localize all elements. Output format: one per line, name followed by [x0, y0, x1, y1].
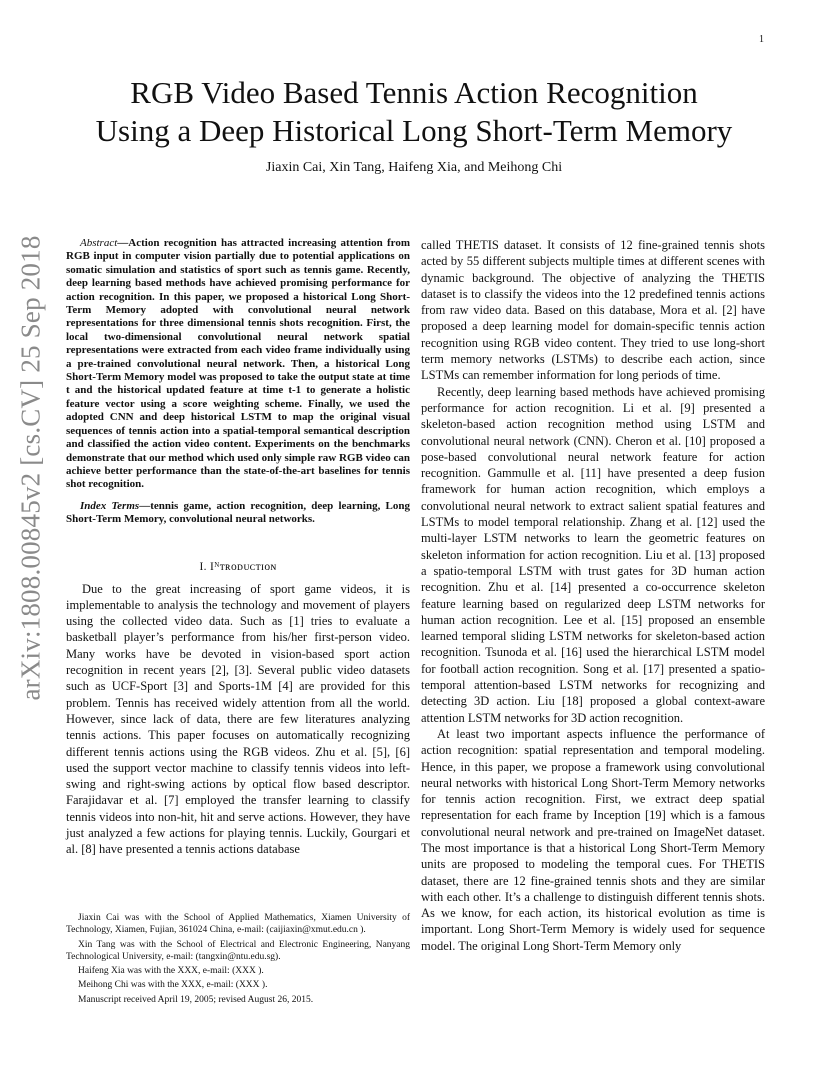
body-paragraph: Recently, deep learning based methods have achieved promising performance for action recognition. Li et al. [9] presented a skeleton-based action recognition method using LSTM and convolutional neural network (CNN). Cheron et al. [10] proposed a pose-based convolutional neural network feature for action recognition. Gammulle et al. [11] have presented a deep fusion framework for human action recognition, which employs a convolutional neural network to extract salient spatial features and LSTMs to model temporal relationship. Zhang et al. [12] used the multi-layer LSTM networks to learn the geometric features on skeleton information for action recognition. Liu et al. [13] proposed a spatio-temporal LSTM with trust gates for 3D human action recognition. Zhu et al. [14] presented a co-occurrence skeleton feature learning based on regularized deep LSTM networks for human action recognition. Lee et al. [15] proposed an ensemble learned temporal sliding LSTM networks for skeleton-based action recognition. Tsunoda et al. [16] used the hierarchical LSTM model for football action recognition. Song et al. [17] presented a spatio-temporal attention-based LSTM networks for recognizing and detecting 3D action. Liu [18] proposed a global context-aware attention LSTM networks for 3D action recognition.	[421, 384, 765, 725]
page-number: 1	[759, 34, 764, 45]
right-column	[421, 237, 765, 954]
left-column	[66, 237, 410, 858]
arxiv-watermark	[14, 235, 48, 701]
abstract-label: Abstract	[80, 237, 118, 249]
title-line-2: Using a Deep Historical Long Short-Term Memory	[95, 113, 733, 148]
index-terms-text: —tennis game, action recognition, deep learning, Long Short-Term Memory, convolutional neural networks.	[66, 499, 410, 526]
footnotes	[66, 912, 410, 1008]
arxiv-identifier: arXiv:1808.00845v2 [cs.CV] 25 Sep 2018	[15, 235, 46, 701]
intro-paragraph: Due to the great increasing of sport game videos, it is implementable to analysis the technology and movement of players using the collected video data. Such as [1] tries to evaluate a basketball player’s performance from his/her first-person video. Many works have be devoted in vision-based sport action recognition in recent years [2], [3]. Several public video datasets such as UCF-Sport [3] and Sports-1M [4] are provided for this problem. Tennis has received widely attention from all the world. However, since lack of data, there are few literatures analyzing tennis actions. This paper focuses on automatically recognizing different tennis actions using the RGB videos. Zhu et al. [5], [6] used the support vector machine to classify tennis videos into left-swing and right-swing actions by optical flow based descriptor. Farajidavar et al. [7] employed the transfer learning to classify tennis videos into non-hit, hit and serve actions. However, they have just analyzed a few actions for playing tennis. Luckily, Gourgari et al. [8] have presented a tennis actions database	[66, 581, 410, 857]
section-heading-introduction: I. Iᴺᴛʀᴏᴅᴜᴄᴛɪᴏɴ	[199, 560, 277, 573]
index-terms-label: Index Terms	[80, 499, 140, 512]
footnote: Jiaxin Cai was with the School of Applied Mathematics, Xiamen University of Technology, Xiamen, Fujian, 361024 China, e-mail: (caijiaxin@xmut.edu.cn ).	[66, 913, 410, 936]
footnote: Xin Tang was with the School of Electrical and Electronic Engineering, Nanyang Technological University, e-mail: (tangxin@ntu.edu.sg).	[66, 939, 410, 962]
footnote: Haifeng Xia was with the XXX, e-mail: (XXX ).	[78, 966, 264, 977]
abstract	[66, 237, 410, 492]
body-paragraph: called THETIS dataset. It consists of 12 fine-grained tennis shots acted by 55 different subjects multiple times at different scenes with dynamic background. The objective of analyzing the THETIS dataset is to classify the videos into the 12 predefined tennis actions from raw video data. Based on this database, Mora et al. [2] have proposed a deep learning model for domain-specific tennis action recognition using RGB video content. They tried to use long-short term memory networks (LSTMs) to describe each action, since LSTMs can remember information for long periods of time.	[421, 238, 765, 383]
abstract-text: —Action recognition has attracted increasing attention from RGB input in computer vision partially due to potential applications on somatic simulation and statistics of sport such as tennis game. Recently, deep learning based methods have achieved promising performance for action recognition. In this paper, we proposed a historical Long Short-Term Memory adopted with convolutional neural network representations for three dimensional tennis shots recognition. First, the local two-dimensional convolutional neural network spatial representations were extracted from each video frame individually using a pre-trained convolutional neural network. Then, a historical Long Short-Term Memory model was proposed to take the output state at time t and the historical updated feature at time t-1 to generate a holistic feature vector using a score weighting scheme. Finally, we used the adopted CNN and deep historical LSTM to map the original visual sequences of tennis action into a spatial-temporal semantical description and classified the action video content. Experiments on the benchmarks demonstrate that our method which used only simple raw RGB video can achieve better performance than the state-of-the-art baselines for tennis shot recognition.	[66, 237, 410, 491]
footnote: Meihong Chi was with the XXX, e-mail: (XXX ).	[78, 980, 268, 991]
footnote: Manuscript received April 19, 2005; revised August 26, 2015.	[78, 994, 314, 1005]
title-line-1: RGB Video Based Tennis Action Recognition	[130, 75, 698, 110]
body-paragraph: At least two important aspects influence the performance of action recognition: spatial representation and temporal modeling. Hence, in this paper, we propose a framework using convolutional neural networks with historical Long Short-Term Memory networks for tennis action recognition. First, we extract deep spatial representation for each frame by Inception [19] which is a famous convolutional neural network and pre-trained on ImageNet dataset. The most importance is that a historical Long Short-Term Memory units are proposed to modeling the temporal cues. For THETIS dataset, there are 12 fine-grained tennis shots and they are similar with each other. It’s a challenge to distinguish different tennis shots. As we know, for each action, its historical evolution as time is important. Long Short-Term Memory is widely used for sequence model. The original Long Short-Term Memory only	[421, 726, 765, 953]
author-list: Jiaxin Cai, Xin Tang, Haifeng Xia, and Meihong Chi	[265, 160, 563, 175]
paper-title	[0, 74, 828, 150]
index-terms	[66, 500, 410, 527]
